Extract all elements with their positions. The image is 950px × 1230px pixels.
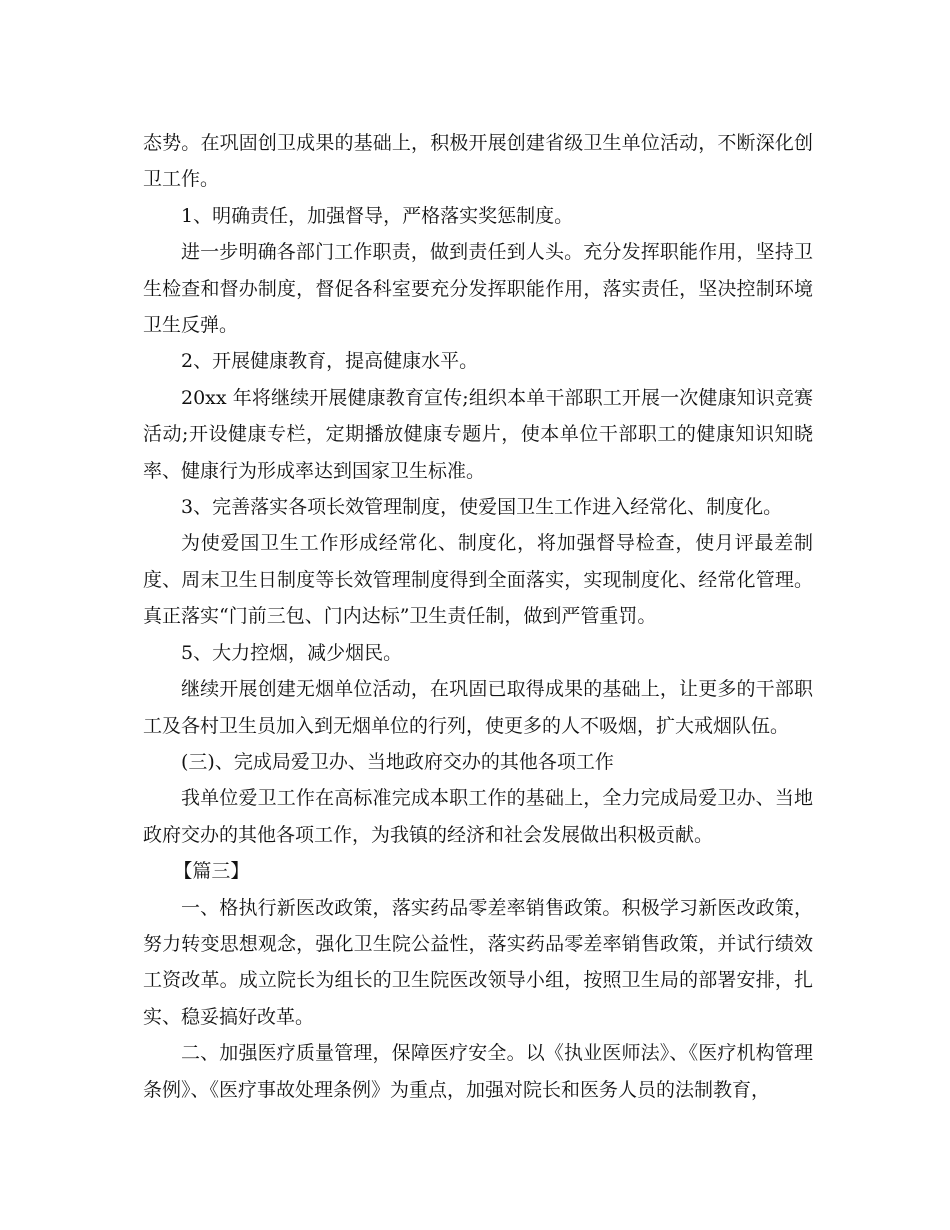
paragraph-part3-1: 一、格执行新医改政策，落实药品零差率销售政策。积极学习新医改政策，努力转变思想观念，强化卫生院公益性，落实药品零差率销售政策，并试行绩效工资改革。成立院长为组长的卫生院医改领导小组，按照卫生局的部署安排，扎实、稳妥搞好改革。 [143,896,813,1028]
heading-item-1: 1、明确责任，加强督导，严格落实奖惩制度。 [181,204,574,227]
heading-item-3: 3、完善落实各项长效管理制度，使爱国卫生工作进入经常化、制度化。 [181,496,783,519]
paragraph-continuation: 态势。在巩固创卫成果的基础上，积极开展创建省级卫生单位活动，不断深化创卫工作。 [143,132,813,191]
heading-item-5: 5、大力控烟，减少烟民。 [181,641,403,664]
paragraph-item-1: 进一步明确各部门工作职责，做到责任到人头。充分发挥职能作用，坚持卫生检查和督办制度，督促各科室要充分发挥职能作用，落实责任，坚决控制环境卫生反弹。 [143,241,813,337]
paragraph-part3-2: 二、加强医疗质量管理，保障医疗安全。以《执业医师法》、《医疗机构管理条例》、《医疗事故处理条例》为重点，加强对院长和医务人员的法制教育， [143,1042,813,1101]
paragraph-item-3: 为使爱国卫生工作形成经常化、制度化，将加强督导检查，使月评最差制度、周末卫生日制度等长效管理制度得到全面落实，实现制度化、经常化管理。真正落实“门前三包、门内达标”卫生责任制，做到严管重罚。 [143,532,813,628]
paragraph-item-2: 20xx 年将继续开展健康教育宣传;组织本单干部职工开展一次健康知识竞赛活动;开设健康专栏，定期播放健康专题片，使本单位干部职工的健康知识知晓率、健康行为形成率达到国家卫生标准。 [143,386,813,482]
heading-item-2: 2、开展健康教育，提高健康水平。 [181,350,479,373]
paragraph-item-5: 继续开展创建无烟单位活动，在巩固已取得成果的基础上，让更多的干部职工及各村卫生员加入到无烟单位的行列，使更多的人不吸烟，扩大戒烟队伍。 [143,678,813,737]
paragraph-section-3: 我单位爱卫工作在高标准完成本职工作的基础上，全力完成局爱卫办、当地政府交办的其他各项工作，为我镇的经济和社会发展做出积极贡献。 [143,787,813,846]
heading-section-3: (三)、完成局爱卫办、当地政府交办的其他各项工作 [181,750,614,773]
part-heading: 【篇三】 [173,860,250,883]
document-body [143,125,813,1108]
